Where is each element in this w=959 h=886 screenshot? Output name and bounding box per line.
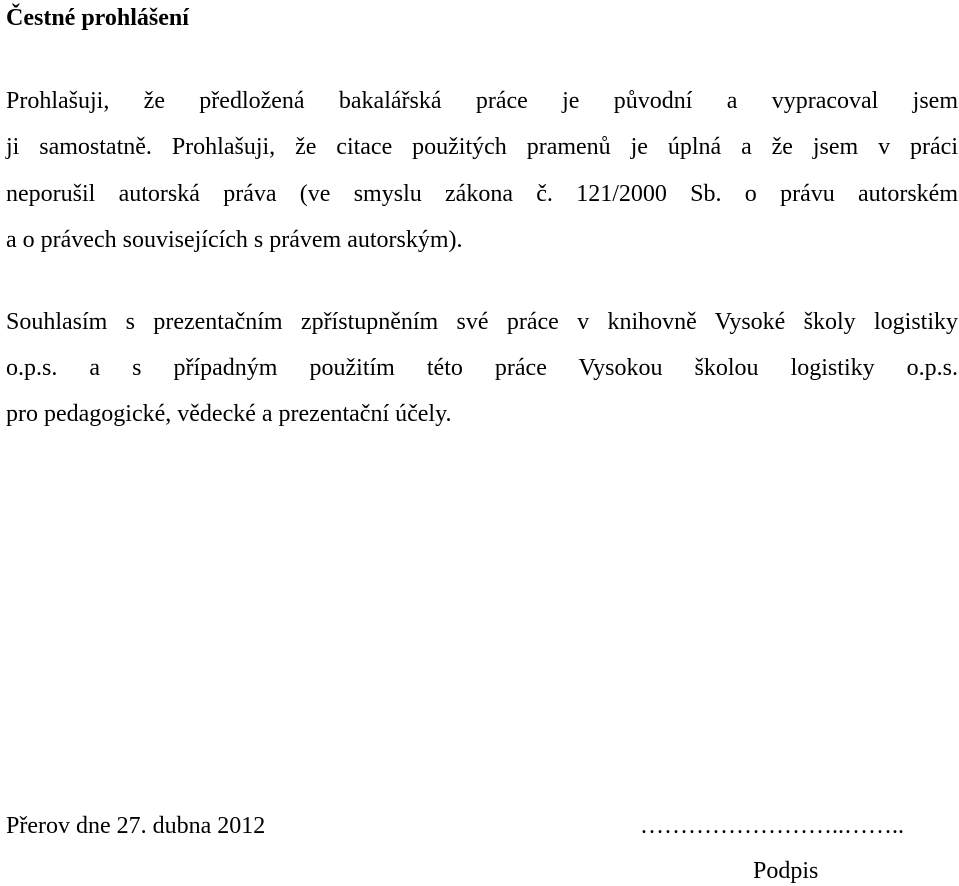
paragraph-1-line-2: ji samostatně. Prohlašuji, že citace použitých pramenů je úplná a že jsem v práci [6,134,958,160]
signature-label: Podpis [753,858,819,884]
paragraph-1-line-4: a o právech souvisejících s právem autorským). [6,227,463,253]
signature-line: ……………………..…….. [640,813,904,839]
paragraph-1-line-1: Prohlašuji, že předložená bakalářská práce je původní a vypracoval jsem [6,88,958,114]
paragraph-2-line-1: Souhlasím s prezentačním zpřístupněním své práce v knihovně Vysoké školy logistiky [6,309,958,335]
place-and-date: Přerov dne 27. dubna 2012 [6,813,266,839]
paragraph-2-line-2: o.p.s. a s případným použitím této práce Vysokou školou logistiky o.p.s. [6,355,958,381]
document-title: Čestné prohlášení [6,5,189,31]
paragraph-2-line-3: pro pedagogické, vědecké a prezentační účely. [6,401,452,427]
paragraph-1-line-3: neporušil autorská práva (ve smyslu zákona č. 121/2000 Sb. o právu autorském [6,181,958,207]
